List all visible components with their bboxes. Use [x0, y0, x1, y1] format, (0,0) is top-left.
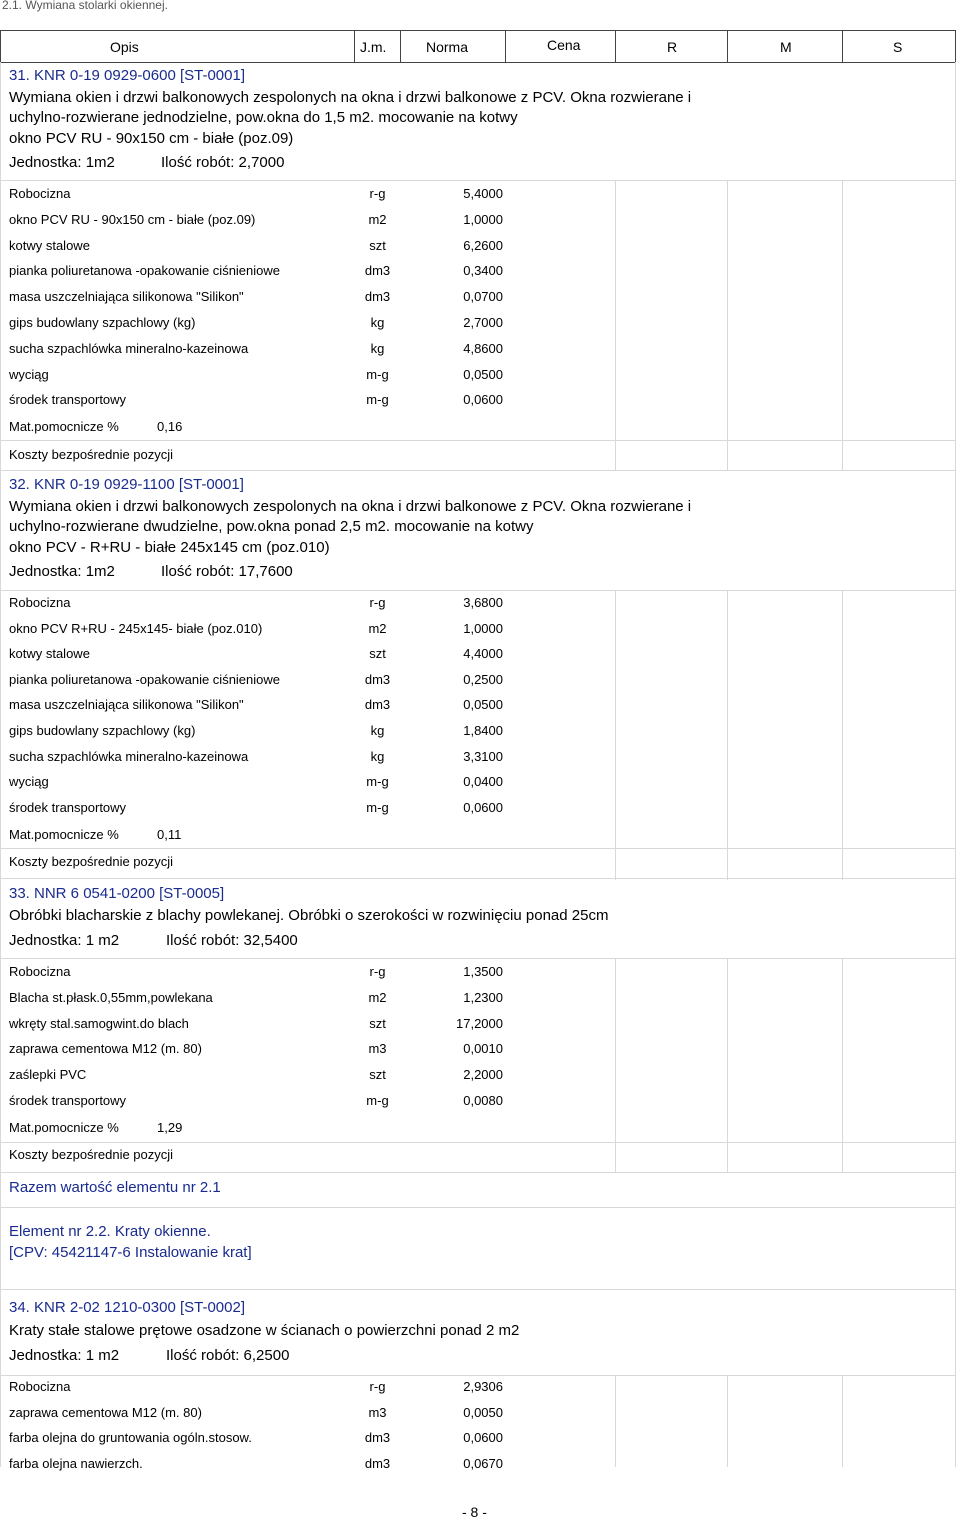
- item-name: Robocizna: [9, 964, 71, 979]
- item-norma: 0,0600: [463, 1430, 503, 1445]
- item-unit: r-g: [369, 964, 386, 979]
- col-r: R: [667, 39, 678, 55]
- item-norma: 1,8400: [463, 723, 503, 738]
- col-m: M: [780, 39, 792, 55]
- position-quantity: Ilość robót: 17,7600: [161, 563, 293, 580]
- position-title: 31. KNR 0-19 0929-0600 [ST-0001]: [9, 67, 245, 84]
- position-unit: Jednostka: 1m2: [9, 154, 115, 171]
- item-norma: 0,0600: [463, 392, 503, 408]
- item-name: zaprawa cementowa M12 (m. 80): [9, 1041, 202, 1057]
- item-norma: 6,2600: [463, 237, 503, 253]
- col-cena: Cena: [547, 37, 581, 53]
- item-norma: 1,2300: [463, 989, 503, 1005]
- page-title: 2.1. Wymiana stolarki okiennej.: [2, 0, 168, 12]
- item-name: zaślepki PVC: [9, 1067, 87, 1083]
- item-unit: dm3: [364, 671, 391, 687]
- item-norma: 1,3500: [463, 964, 503, 979]
- item-unit: m2: [368, 620, 387, 636]
- item-norma: 1,0000: [463, 620, 503, 636]
- position-unit: Jednostka: 1 m2: [9, 932, 120, 949]
- item-unit: m2: [368, 989, 387, 1005]
- item-unit: dm3: [364, 1430, 391, 1445]
- item-norma: 0,0700: [463, 289, 503, 305]
- koszty-label: Koszty bezpośrednie pozycji: [9, 854, 174, 869]
- item-unit: kg: [370, 748, 385, 764]
- position-title: 34. KNR 2-02 1210-0300 [ST-0002]: [9, 1299, 245, 1316]
- item-unit: dm3: [364, 289, 391, 305]
- item-norma: 0,3400: [463, 263, 503, 279]
- item-unit: szt: [369, 237, 386, 253]
- item-unit: m3: [368, 1404, 387, 1420]
- mat-value: 1,29: [157, 1120, 183, 1135]
- mat-value: 0,16: [157, 419, 183, 434]
- item-name: wkręty stal.samogwint.do blach: [9, 1015, 189, 1031]
- item-name: pianka poliuretanowa -opakowanie ciśnieniowe: [9, 263, 281, 279]
- item-name: zaprawa cementowa M12 (m. 80): [9, 1404, 202, 1420]
- item-name: okno PCV R+RU - 245x145- białe (poz.010): [9, 620, 263, 636]
- position-quantity: Ilość robót: 6,2500: [166, 1347, 290, 1364]
- position-title: 33. NNR 6 0541-0200 [ST-0005]: [9, 885, 225, 902]
- razem-element: Razem wartość elementu nr 2.1: [9, 1179, 221, 1196]
- item-unit: dm3: [364, 263, 391, 279]
- item-unit: m-g: [366, 1093, 389, 1108]
- item-unit: r-g: [369, 595, 386, 610]
- item-unit: dm3: [364, 1455, 391, 1471]
- position-description: Wymiana okien i drzwi balkonowych zespolonych na okna i drzwi balkonowe z PCV. Okna rozwierane i: [9, 89, 692, 106]
- item-norma: 0,0050: [463, 1404, 503, 1420]
- item-unit: m-g: [366, 799, 389, 815]
- koszty-label: Koszty bezpośrednie pozycji: [9, 447, 174, 462]
- item-norma: 0,0600: [463, 799, 503, 815]
- position-quantity: Ilość robót: 32,5400: [166, 932, 298, 949]
- item-unit: m3: [368, 1041, 387, 1057]
- item-unit: m2: [368, 211, 387, 227]
- item-unit: szt: [369, 1067, 386, 1083]
- item-unit: r-g: [369, 1379, 386, 1394]
- position-description: okno PCV - R+RU - białe 245x145 cm (poz.010): [9, 539, 330, 556]
- col-s: S: [893, 39, 903, 55]
- page-number: - 8 -: [462, 1504, 487, 1520]
- item-norma: 0,0010: [463, 1041, 503, 1057]
- item-name: środek transportowy: [9, 392, 127, 408]
- position-title: 32. KNR 0-19 0929-1100 [ST-0001]: [9, 476, 244, 493]
- position-description: okno PCV RU - 90x150 cm - białe (poz.09): [9, 130, 294, 147]
- item-norma: 3,3100: [463, 748, 503, 764]
- item-unit: r-g: [369, 186, 386, 201]
- item-unit: kg: [370, 315, 385, 330]
- item-name: pianka poliuretanowa -opakowanie ciśnieniowe: [9, 671, 281, 687]
- item-name: Blacha st.płask.0,55mm,powlekana: [9, 989, 213, 1005]
- mat-label: Mat.pomocnicze %: [9, 419, 119, 434]
- item-name: kotwy stalowe: [9, 646, 90, 662]
- item-norma: 0,0500: [463, 366, 503, 382]
- koszty-label: Koszty bezpośrednie pozycji: [9, 1147, 174, 1162]
- position-description: Kraty stałe stalowe prętowe osadzone w ścianach o powierzchni ponad 2 m2: [9, 1322, 520, 1339]
- item-unit: kg: [370, 340, 385, 356]
- item-unit: m-g: [366, 392, 389, 408]
- position-description: uchylno-rozwierane dwudzielne, pow.okna ponad 2,5 m2. mocowanie na kotwy: [9, 518, 534, 535]
- item-unit: m-g: [366, 774, 389, 790]
- item-unit: szt: [369, 1015, 386, 1031]
- item-name: farba olejna do gruntowania ogóln.stosow.: [9, 1430, 252, 1445]
- item-unit: szt: [369, 646, 386, 662]
- element-heading: Element nr 2.2. Kraty okienne.: [9, 1223, 211, 1240]
- item-norma: 4,8600: [463, 340, 503, 356]
- item-norma: 2,9306: [463, 1379, 503, 1394]
- position-quantity: Ilość robót: 2,7000: [161, 154, 285, 171]
- item-name: masa uszczelniająca silikonowa "Silikon": [9, 289, 244, 305]
- position-unit: Jednostka: 1m2: [9, 563, 115, 580]
- item-name: sucha szpachlówka mineralno-kazeinowa: [9, 340, 249, 356]
- cpv-code: [CPV: 45421147-6 Instalowanie krat]: [9, 1244, 252, 1261]
- item-name: Robocizna: [9, 1379, 71, 1394]
- item-name: Robocizna: [9, 595, 71, 610]
- item-unit: kg: [370, 723, 385, 738]
- item-name: wyciąg: [9, 366, 49, 382]
- item-norma: 17,2000: [456, 1015, 503, 1031]
- item-name: wyciąg: [9, 774, 49, 790]
- item-name: kotwy stalowe: [9, 237, 90, 253]
- item-norma: 4,4000: [463, 646, 503, 662]
- item-norma: 2,7000: [463, 315, 503, 330]
- item-unit: m-g: [366, 366, 389, 382]
- item-norma: 0,0500: [463, 697, 503, 713]
- item-name: okno PCV RU - 90x150 cm - białe (poz.09): [9, 211, 256, 227]
- item-norma: 0,0400: [463, 774, 503, 790]
- position-description: uchylno-rozwierane jednodzielne, pow.okna do 1,5 m2. mocowanie na kotwy: [9, 109, 518, 126]
- mat-value: 0,11: [157, 827, 182, 842]
- mat-label: Mat.pomocnicze %: [9, 1120, 119, 1135]
- item-name: środek transportowy: [9, 1093, 127, 1108]
- item-name: farba olejna nawierzch.: [9, 1455, 143, 1471]
- item-unit: dm3: [364, 697, 391, 713]
- item-norma: 5,4000: [463, 186, 503, 201]
- col-jm: J.m.: [360, 39, 387, 55]
- item-name: gips budowlany szpachlowy (kg): [9, 723, 196, 738]
- item-name: sucha szpachlówka mineralno-kazeinowa: [9, 748, 249, 764]
- col-opis: Opis: [110, 39, 139, 55]
- item-name: masa uszczelniająca silikonowa "Silikon": [9, 697, 244, 713]
- item-norma: 1,0000: [463, 211, 503, 227]
- col-norma: Norma: [426, 39, 469, 55]
- item-name: środek transportowy: [9, 799, 127, 815]
- item-norma: 0,2500: [463, 671, 503, 687]
- item-norma: 0,0670: [463, 1455, 503, 1471]
- item-norma: 2,2000: [463, 1067, 503, 1083]
- position-description: Wymiana okien i drzwi balkonowych zespolonych na okna i drzwi balkonowe z PCV. Okna rozwierane i: [9, 498, 692, 515]
- position-description: Obróbki blacharskie z blachy powlekanej. Obróbki o szerokości w rozwinięciu ponad 25cm: [9, 907, 609, 924]
- mat-label: Mat.pomocnicze %: [9, 827, 119, 842]
- item-norma: 3,6800: [463, 595, 503, 610]
- item-norma: 0,0080: [463, 1093, 503, 1108]
- item-name: gips budowlany szpachlowy (kg): [9, 315, 196, 330]
- position-unit: Jednostka: 1 m2: [9, 1347, 120, 1364]
- item-name: Robocizna: [9, 186, 71, 201]
